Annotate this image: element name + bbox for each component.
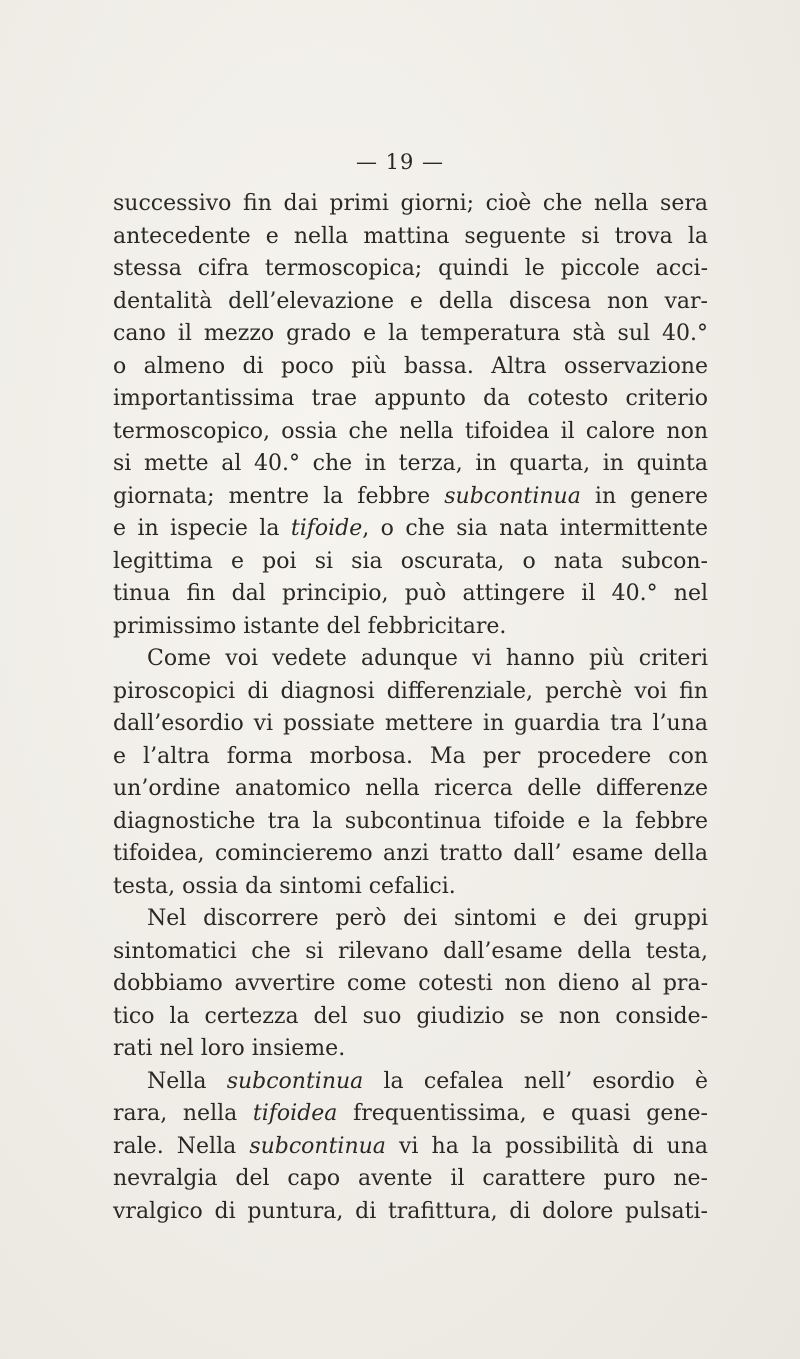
text-line (113, 481, 708, 514)
text-segment: giornata; mentre la febbre (113, 483, 445, 509)
text-segment: , o che sia nata intermittente (362, 516, 709, 541)
text-segment: la cefalea nell’ esordio è (363, 1068, 709, 1094)
text-line: si mette al 40.° che in terza, in quarta, in quinta (113, 451, 708, 476)
text-line: tifoidea, comincieremo anzi tratto dall’ esame della (113, 841, 708, 866)
text-line: dobbiamo avvertire come cotesti non dieno al pra- (113, 971, 708, 996)
italic-term: tifoidea (252, 1101, 338, 1126)
italic-term: subcontinua (444, 483, 581, 509)
text-line: primissimo istante del febbricitare. (113, 613, 507, 639)
text-line (113, 1066, 708, 1099)
text-line: e l’altra forma morbosa. Ma per procedere con (113, 743, 708, 769)
text-line: Come voi vedete adunque vi hanno più criteri (147, 646, 708, 671)
text-line: sintomatici che si rilevano dall’esame della testa, (113, 938, 708, 964)
text-segment: in genere (580, 483, 708, 509)
body-text (113, 188, 708, 1228)
text-line: importantissima trae appunto da cotesto criterio (113, 386, 708, 411)
italic-term: subcontinua (249, 1133, 386, 1159)
text-line: nevralgia del capo avente il carattere puro ne- (113, 1166, 708, 1191)
page-number: — 19 — (355, 150, 445, 174)
italic-term: tifoide (290, 516, 363, 541)
text-segment: e in ispecie la (113, 516, 291, 541)
italic-term: subcontinua (226, 1068, 364, 1094)
text-line: o almeno di poco più bassa. Altra osservazione (113, 353, 708, 379)
text-line: legittima e poi si sia oscurata, o nata subcon- (113, 548, 708, 574)
text-line: successivo fin dai primi giorni; cioè che nella sera (113, 191, 708, 216)
text-line (113, 513, 708, 546)
text-line: testa, ossia da sintomi cefalici. (113, 873, 456, 899)
text-line: cano il mezzo grado e la temperatura stà sul 40.° (113, 321, 708, 346)
text-line: piroscopici di diagnosi differenziale, perchè voi fin (113, 678, 708, 704)
text-line: diagnostiche tra la subcontinua tifoide e la febbre (113, 808, 708, 834)
text-line: Nel discorrere però dei sintomi e dei gruppi (147, 906, 708, 931)
text-segment: Nella (147, 1068, 227, 1094)
text-line: vralgico di puntura, di trafittura, di dolore pulsati- (113, 1198, 708, 1224)
text-line: dentalità dell’elevazione e della discesa non var- (113, 288, 708, 314)
text-segment: rara, nella (113, 1101, 253, 1126)
text-line: tico la certezza del suo giudizio se non conside- (113, 1003, 708, 1029)
text-segment: vi ha la possibilità di una (385, 1133, 708, 1159)
text-line: rati nel loro insieme. (113, 1036, 346, 1061)
text-line (113, 1131, 708, 1164)
text-line: un’ordine anatomico nella ricerca delle differenze (113, 776, 708, 801)
text-line (113, 1098, 708, 1131)
text-line: dall’esordio vi possiate mettere in guardia tra l’una (113, 711, 708, 736)
text-line: antecedente e nella mattina seguente si trova la (113, 223, 708, 249)
text-line: stessa cifra termoscopica; quindi le piccole acci- (113, 256, 708, 281)
text-line: tinua fin dal principio, può attingere il 40.° nel (113, 581, 708, 606)
text-segment: frequentissima, e quasi gene- (337, 1101, 708, 1126)
text-segment: rale. Nella (113, 1133, 250, 1159)
text-line: termoscopico, ossia che nella tifoidea il calore non (113, 418, 708, 444)
